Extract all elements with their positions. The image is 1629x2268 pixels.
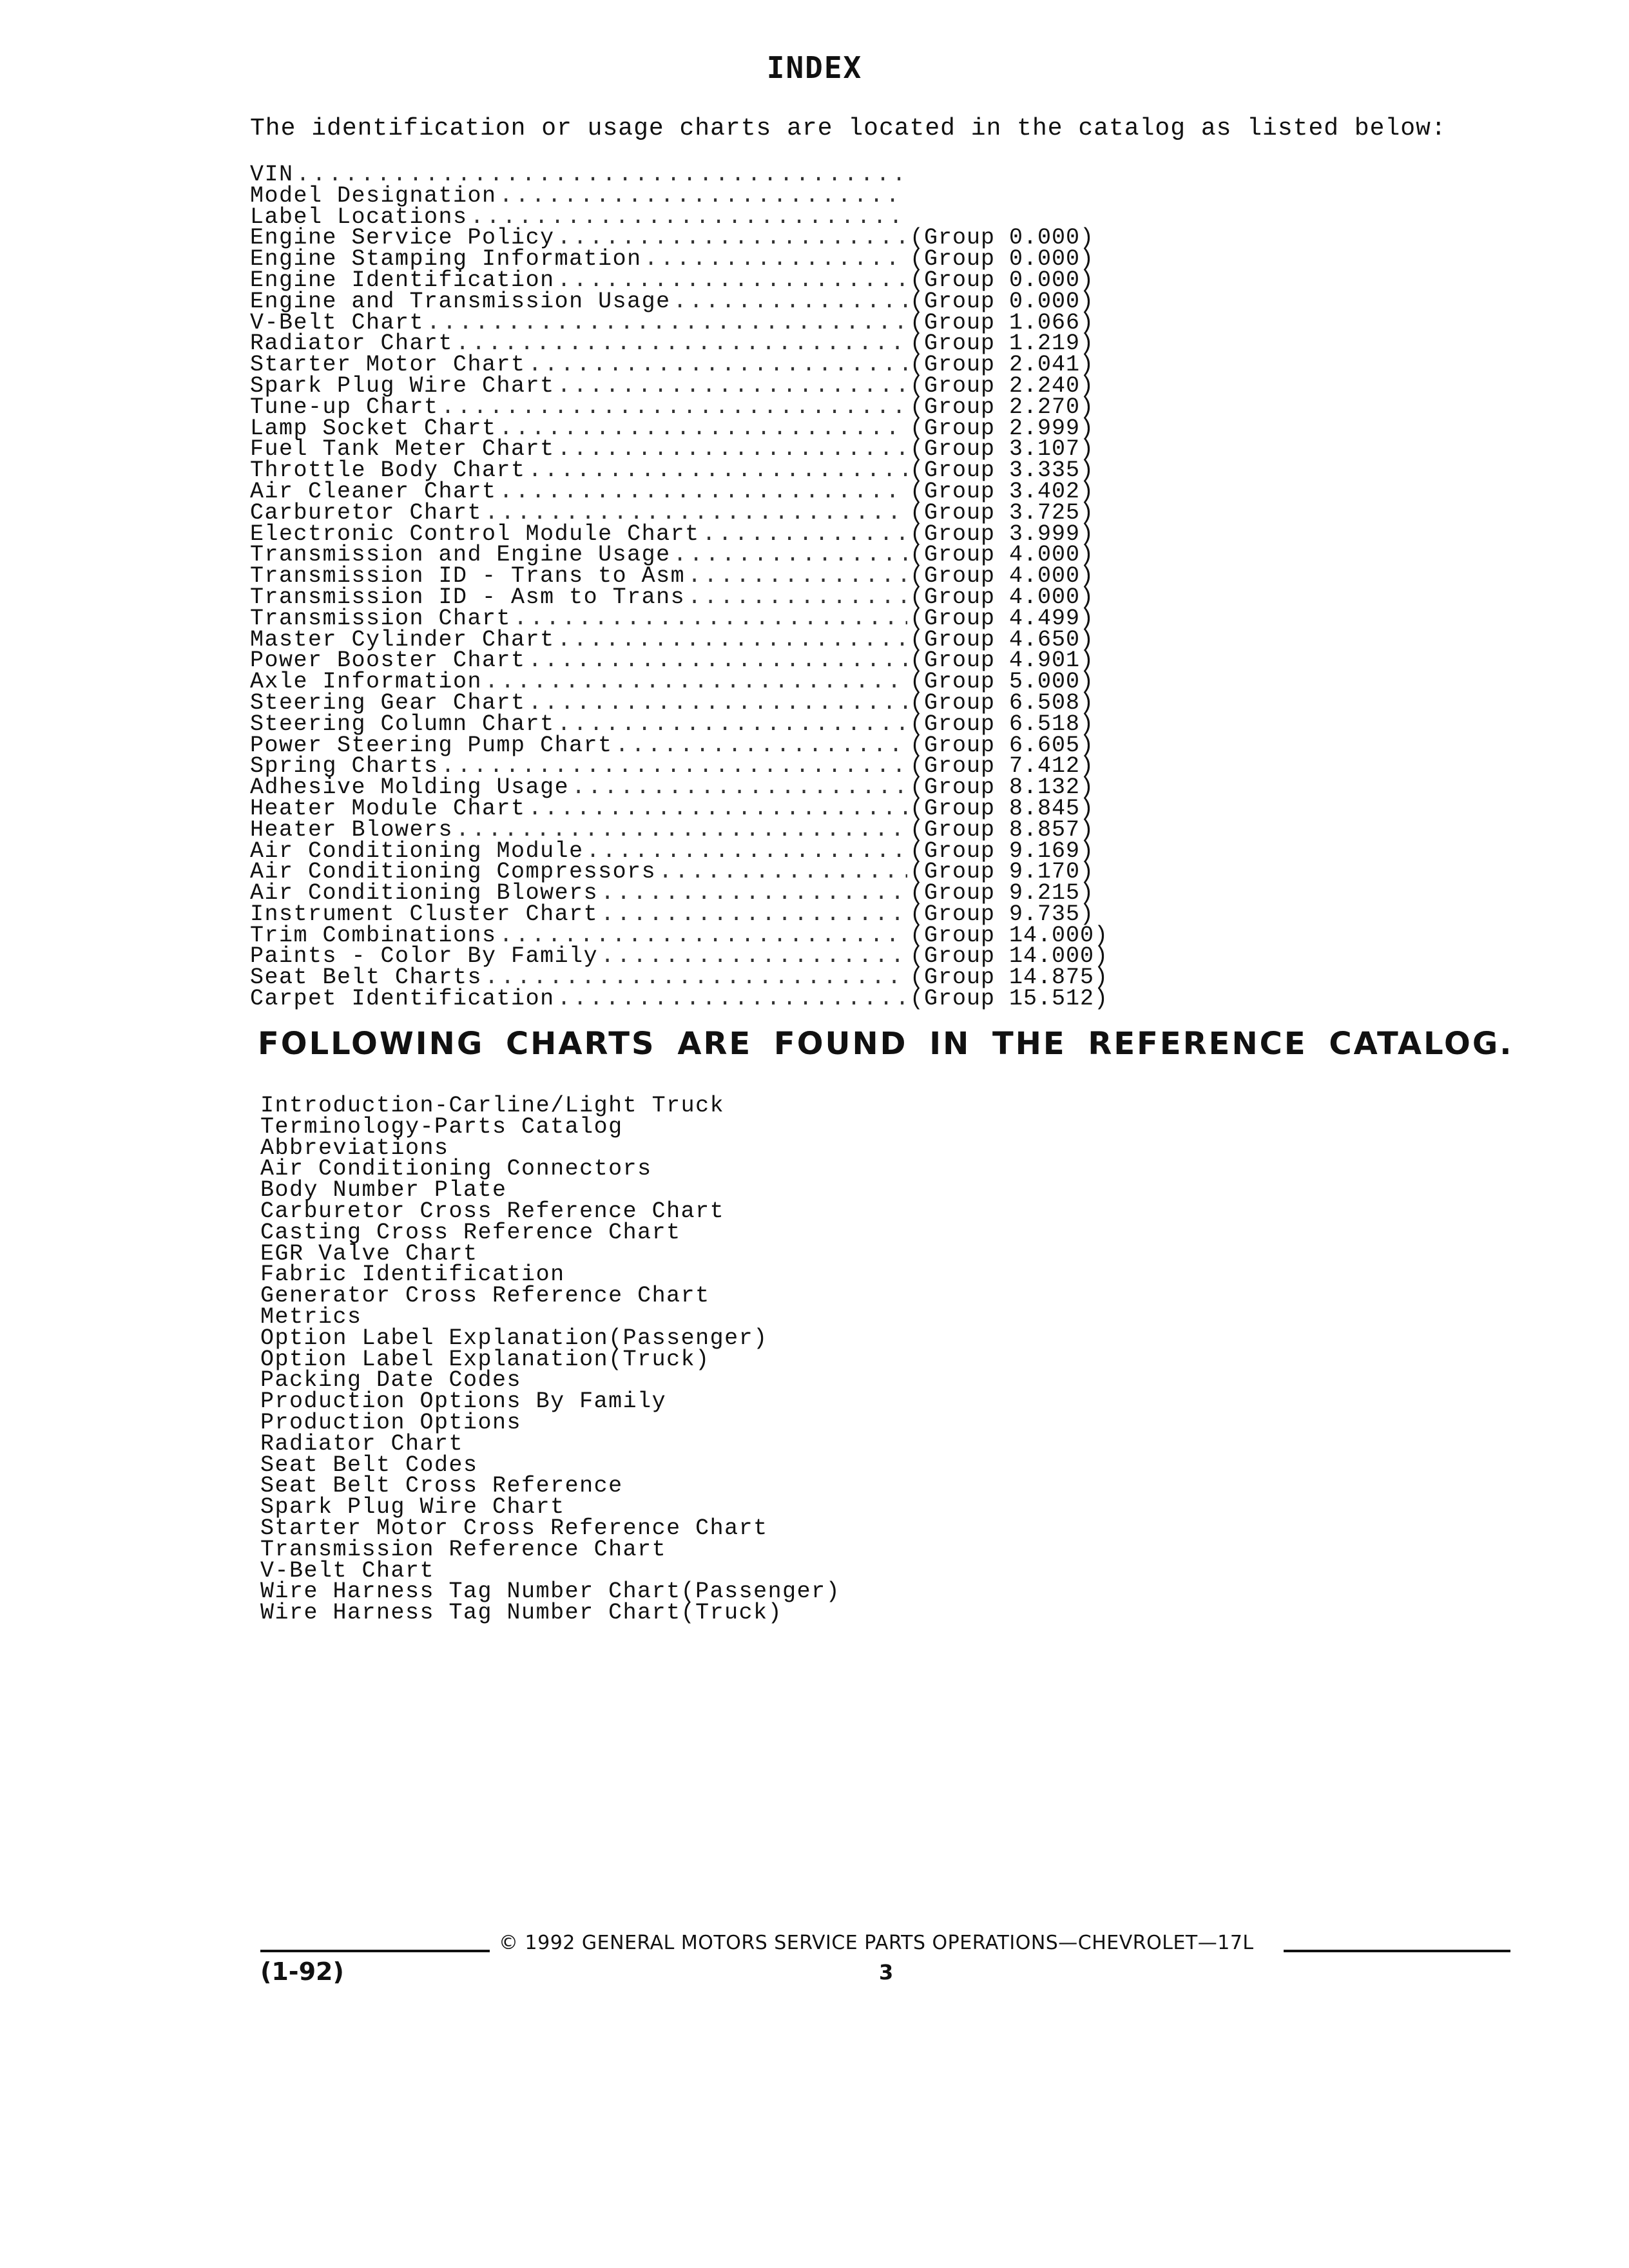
index-entry <box>250 774 1126 801</box>
index-entry-group: (Group 9.169) <box>910 838 1095 864</box>
page-footer <box>260 1927 1510 2004</box>
index-entry-group: (Group 7.412) <box>910 753 1095 780</box>
index-entry <box>250 288 1126 314</box>
index-entry-label: Radiator Chart <box>250 331 454 357</box>
reference-item: Generator Cross Reference Chart <box>260 1283 710 1309</box>
index-entry-label: Master Cylinder Chart <box>250 626 555 653</box>
index-entry-group: (Group 3.999) <box>910 521 1095 547</box>
index-entry-label: Steering Gear Chart <box>250 689 526 716</box>
leader-dots <box>601 946 907 967</box>
leader-dots <box>702 524 907 545</box>
index-entry <box>250 901 1126 927</box>
leader-dots <box>528 460 907 481</box>
reference-item: Radiator Chart <box>260 1430 464 1457</box>
index-entry <box>250 584 1126 610</box>
index-entry-group: (Group 4.650) <box>910 626 1095 653</box>
reference-item: Option Label Explanation(Truck) <box>260 1346 710 1372</box>
index-entry-group: (Group 15.512) <box>910 986 1109 1012</box>
index-entry-group: (Group 3.725) <box>910 499 1095 526</box>
index-entry-group: (Group 0.000) <box>910 288 1095 314</box>
index-entry-label: Spring Charts <box>250 753 439 780</box>
leader-dots <box>296 164 907 186</box>
leader-dots <box>456 820 907 841</box>
index-entry-group: (Group 0.000) <box>910 267 1095 293</box>
edition-code: (1-92) <box>260 1957 344 1986</box>
leader-dots <box>601 883 907 904</box>
reference-item: Casting Cross Reference Chart <box>260 1219 681 1245</box>
index-entry-group: (Group 3.402) <box>910 478 1095 505</box>
index-entry-label: Instrument Cluster Chart <box>250 901 599 927</box>
leader-dots <box>659 861 907 883</box>
page-title: INDEX <box>766 50 863 85</box>
leader-dots <box>528 798 907 820</box>
index-entry-group: (Group 6.518) <box>910 711 1095 737</box>
index-entry-group: (Group 8.857) <box>910 816 1095 843</box>
leader-dots <box>499 418 907 439</box>
reference-item: Carburetor Cross Reference Chart <box>260 1198 725 1224</box>
index-entry-group: (Group 14.000) <box>910 922 1109 948</box>
index-entry-group: (Group 4.000) <box>910 542 1095 568</box>
index-entry-group: (Group 0.000) <box>910 225 1095 251</box>
index-entry-label: Electronic Control Module Chart <box>250 521 700 547</box>
index-entry-label: Steering Column Chart <box>250 711 555 737</box>
leader-dots <box>528 650 907 671</box>
leader-dots <box>441 397 907 418</box>
leader-dots <box>485 671 907 693</box>
index-entry-label: Spark Plug Wire Chart <box>250 372 555 399</box>
reference-item: Spark Plug Wire Chart <box>260 1494 565 1521</box>
index-entry <box>250 499 1126 526</box>
index-entry-label: Air Cleaner Chart <box>250 478 497 505</box>
leader-dots <box>499 481 907 503</box>
reference-item: Option Label Explanation(Passenger) <box>260 1325 768 1351</box>
leader-dots <box>688 566 907 587</box>
index-entry-label: Transmission ID - Trans to Asm <box>250 563 686 590</box>
index-entry-label: Carpet Identification <box>250 986 555 1012</box>
leader-dots <box>644 249 907 270</box>
index-entry <box>250 164 1126 186</box>
index-entry-group: (Group 8.845) <box>910 795 1095 822</box>
index-entry <box>250 795 1126 822</box>
index-entry-group: (Group 5.000) <box>910 669 1095 695</box>
index-entry-group: (Group 9.735) <box>910 901 1095 927</box>
index-entry-label: Axle Information <box>250 669 483 695</box>
index-entry-label: Model Designation <box>250 182 497 209</box>
index-entry-label: Carburetor Chart <box>250 499 483 526</box>
reference-item: Introduction-Carline/Light Truck <box>260 1093 725 1119</box>
leader-dots <box>557 988 907 1010</box>
index-entry-label: Adhesive Molding Usage <box>250 774 570 801</box>
leader-dots <box>499 186 907 207</box>
index-entry-label: Transmission Chart <box>250 605 512 631</box>
index-entry <box>250 671 1126 693</box>
index-entry-label: Label Locations <box>250 204 468 230</box>
index-entry <box>250 605 1126 631</box>
index-entry-group: (Group 1.066) <box>910 309 1095 336</box>
index-entry-label: Heater Module Chart <box>250 795 526 822</box>
reference-item: Wire Harness Tag Number Chart(Passenger) <box>260 1579 841 1605</box>
index-entry-group: (Group 4.499) <box>910 605 1095 631</box>
index-entry <box>250 372 1126 399</box>
reference-item: Packing Date Codes <box>260 1367 522 1394</box>
index-entry-label: Engine Identification <box>250 267 555 293</box>
index-entry-group: (Group 2.240) <box>910 372 1095 399</box>
index-entry-group: (Group 3.107) <box>910 436 1095 463</box>
copyright-line: © 1992 GENERAL MOTORS SERVICE PARTS OPERATIONS—CHEVROLET—17L <box>499 1932 1254 1954</box>
index-entry-label: Air Conditioning Module <box>250 838 584 864</box>
footer-rule-left <box>260 1950 490 1952</box>
index-entry-group: (Group 14.000) <box>910 943 1109 970</box>
index-entry-label: Power Steering Pump Chart <box>250 732 613 758</box>
index-entry-label: Power Booster Chart <box>250 648 526 674</box>
reference-item: Terminology-Parts Catalog <box>260 1113 623 1140</box>
leader-dots <box>427 312 907 334</box>
reference-list <box>260 1095 1291 1624</box>
reference-item: EGR Valve Chart <box>260 1240 478 1267</box>
index-entry-group: (Group 0.000) <box>910 246 1095 273</box>
index-entry-label: Seat Belt Charts <box>250 965 483 991</box>
leader-dots <box>557 629 907 651</box>
leader-dots <box>572 777 907 798</box>
index-entry-label: Air Conditioning Blowers <box>250 880 599 907</box>
index-entry-label: Lamp Socket Chart <box>250 415 497 441</box>
index-entry-group: (Group 4.901) <box>910 648 1095 674</box>
index-entry-label: Trim Combinations <box>250 922 497 948</box>
reference-item: Seat Belt Cross Reference <box>260 1473 623 1499</box>
index-list <box>250 164 1126 1010</box>
index-entry-label: Engine Stamping Information <box>250 246 642 273</box>
index-entry-group: (Group 8.132) <box>910 774 1095 801</box>
index-entry-label: Starter Motor Chart <box>250 352 526 378</box>
index-entry-group: (Group 9.215) <box>910 880 1095 907</box>
leader-dots <box>601 904 907 925</box>
index-entry <box>250 182 1126 209</box>
leader-dots <box>673 291 907 312</box>
leader-dots <box>514 608 907 629</box>
reference-item: Metrics <box>260 1303 362 1330</box>
index-entry <box>250 394 1126 420</box>
index-entry-label: Tune-up Chart <box>250 394 439 420</box>
index-entry-group: (Group 2.999) <box>910 415 1095 441</box>
index-entry <box>250 711 1126 737</box>
leader-dots <box>557 376 907 397</box>
leader-dots <box>557 714 907 735</box>
index-entry-group: (Group 4.000) <box>910 563 1095 590</box>
reference-item: Starter Motor Cross Reference Chart <box>260 1515 768 1541</box>
leader-dots <box>673 544 907 566</box>
index-entry-label: Heater Blowers <box>250 816 454 843</box>
leader-dots <box>557 270 907 291</box>
index-entry-label: VIN <box>250 162 294 187</box>
index-entry-label: Engine Service Policy <box>250 225 555 251</box>
footer-rule-right <box>1284 1950 1510 1952</box>
reference-item: Fabric Identification <box>260 1262 565 1288</box>
index-entry-group: (Group 6.605) <box>910 732 1095 758</box>
index-entry <box>250 689 1126 716</box>
index-entry-label: Transmission and Engine Usage <box>250 542 671 568</box>
index-entry-group: (Group 9.170) <box>910 859 1095 885</box>
index-entry <box>250 880 1126 907</box>
index-entry-label: Fuel Tank Meter Chart <box>250 436 555 463</box>
reference-heading: FOLLOWING CHARTS ARE FOUND IN THE REFERENCE CATALOG. <box>258 1026 1514 1062</box>
index-entry <box>250 988 1126 1010</box>
reference-item: Air Conditioning Connectors <box>260 1156 652 1182</box>
index-entry-label: Air Conditioning Compressors <box>250 859 657 885</box>
index-entry-label: Transmission ID - Asm to Trans <box>250 584 686 610</box>
leader-dots <box>557 439 907 460</box>
index-entry <box>250 478 1126 505</box>
leader-dots <box>528 354 907 376</box>
intro-text: The identification or usage charts are located in the catalog as listed below: <box>250 115 1447 142</box>
page-number: 3 <box>879 1960 894 1984</box>
reference-item: V-Belt Chart <box>260 1557 435 1584</box>
reference-item: Abbreviations <box>260 1135 449 1161</box>
leader-dots <box>615 735 907 756</box>
index-entry-group: (Group 14.875) <box>910 965 1109 991</box>
index-entry-group: (Group 3.335) <box>910 457 1095 484</box>
reference-item: Seat Belt Codes <box>260 1452 478 1478</box>
reference-item: Wire Harness Tag Number Chart(Truck) <box>260 1600 783 1626</box>
leader-dots <box>688 587 907 608</box>
index-entry-label: Engine and Transmission Usage <box>250 288 671 314</box>
index-entry <box>250 816 1126 843</box>
leader-dots <box>528 693 907 714</box>
leader-dots <box>485 503 907 524</box>
index-entry <box>250 267 1126 293</box>
reference-item: Production Options <box>260 1409 522 1436</box>
reference-item: Production Options By Family <box>260 1389 667 1415</box>
index-entry-label: V-Belt Chart <box>250 309 425 336</box>
reference-item: Transmission Reference Chart <box>260 1536 667 1562</box>
index-entry-group: (Group 4.000) <box>910 584 1095 610</box>
index-entry-group: (Group 1.219) <box>910 331 1095 357</box>
index-entry-group: (Group 2.270) <box>910 394 1095 420</box>
index-entry-group: (Group 6.508) <box>910 689 1095 716</box>
index-entry-label: Throttle Body Chart <box>250 457 526 484</box>
index-entry-label: Paints - Color By Family <box>250 943 599 970</box>
index-entry-group: (Group 2.041) <box>910 352 1095 378</box>
reference-item: Body Number Plate <box>260 1177 507 1204</box>
